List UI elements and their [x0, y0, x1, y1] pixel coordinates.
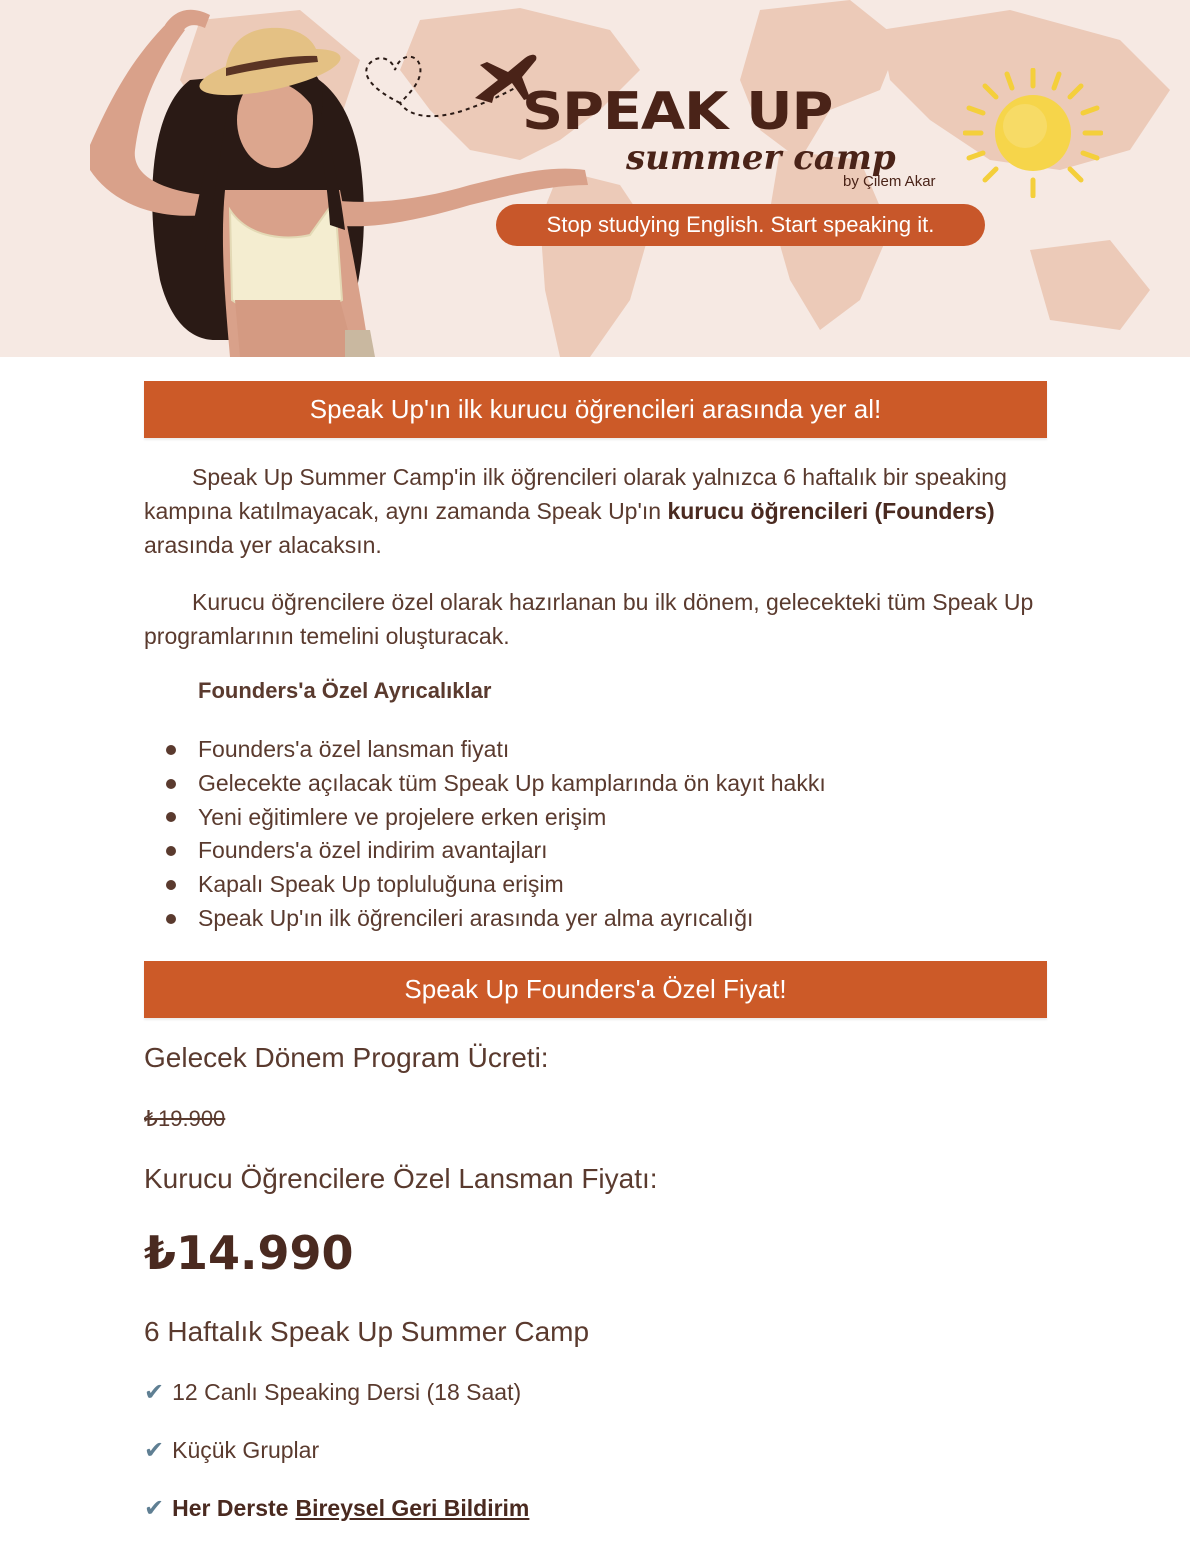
launch-price: ₺14.990 — [144, 1226, 354, 1280]
program-title: 6 Haftalık Speak Up Summer Camp — [144, 1316, 590, 1347]
feedback-link-text: Bireysel Geri Bildirim — [295, 1494, 530, 1521]
brand-byline: by Çilem Akar — [843, 173, 936, 190]
list-item: Gelecekte açılacak tüm Speak Up kamplarında ön kayıt hakkı — [160, 767, 826, 801]
list-item: Speak Up'ın ilk öğrencileri arasında yer alma ayrıcalığı — [160, 902, 826, 936]
feature-item: ✔ Küçük Gruplar — [144, 1436, 320, 1464]
list-item: Founders'a özel lansman fiyatı — [160, 733, 826, 767]
check-icon: ✔ — [144, 1436, 165, 1464]
future-price-label: Gelecek Dönem Program Ücreti: — [144, 1042, 549, 1073]
perks-list — [160, 733, 826, 936]
check-icon: ✔ — [144, 1378, 165, 1406]
hero-banner — [0, 0, 1190, 357]
feature-item: ✔ 12 Canlı Speaking Dersi (18 Saat) — [144, 1378, 522, 1406]
list-item: Kapalı Speak Up topluluğuna erişim — [160, 868, 826, 902]
perks-title: Founders'a Özel Ayrıcalıklar — [198, 678, 492, 703]
launch-price-label: Kurucu Öğrencilere Özel Lansman Fiyatı: — [144, 1163, 658, 1194]
sun-icon — [963, 68, 1103, 198]
feature-item: ✔ Her Derste Bireysel Geri Bildirim — [144, 1494, 530, 1522]
check-icon: ✔ — [144, 1494, 165, 1522]
list-item: Yeni eğitimlere ve projelere erken erişim — [160, 801, 826, 835]
brand-subtitle: summer camp — [626, 138, 896, 178]
second-paragraph: Kurucu öğrencilere özel olarak hazırlanan bu ilk dönem, gelecekteki tüm Speak Up programlarının temelini oluşturacak. — [144, 589, 1034, 649]
list-item: Founders'a özel indirim avantajları — [160, 834, 826, 868]
founders-highlight: kurucu öğrencileri (Founders) — [667, 498, 995, 524]
old-price: ₺19.900 — [144, 1106, 226, 1131]
brand-title: SPEAK UP — [522, 82, 833, 142]
founders-banner: Speak Up'ın ilk kurucu öğrencileri arasında yer al! — [144, 381, 1047, 438]
tagline-pill: Stop studying English. Start speaking it. — [496, 204, 985, 246]
intro-paragraph: Speak Up Summer Camp'in ilk öğrencileri olarak yalnızca 6 haftalık bir speaking kampına katılmayacak, aynı zamanda Speak Up'ın kurucu öğrencileri (Founders) arasında yer alacaksın. — [144, 464, 1007, 558]
pricing-banner: Speak Up Founders'a Özel Fiyat! — [144, 961, 1047, 1018]
